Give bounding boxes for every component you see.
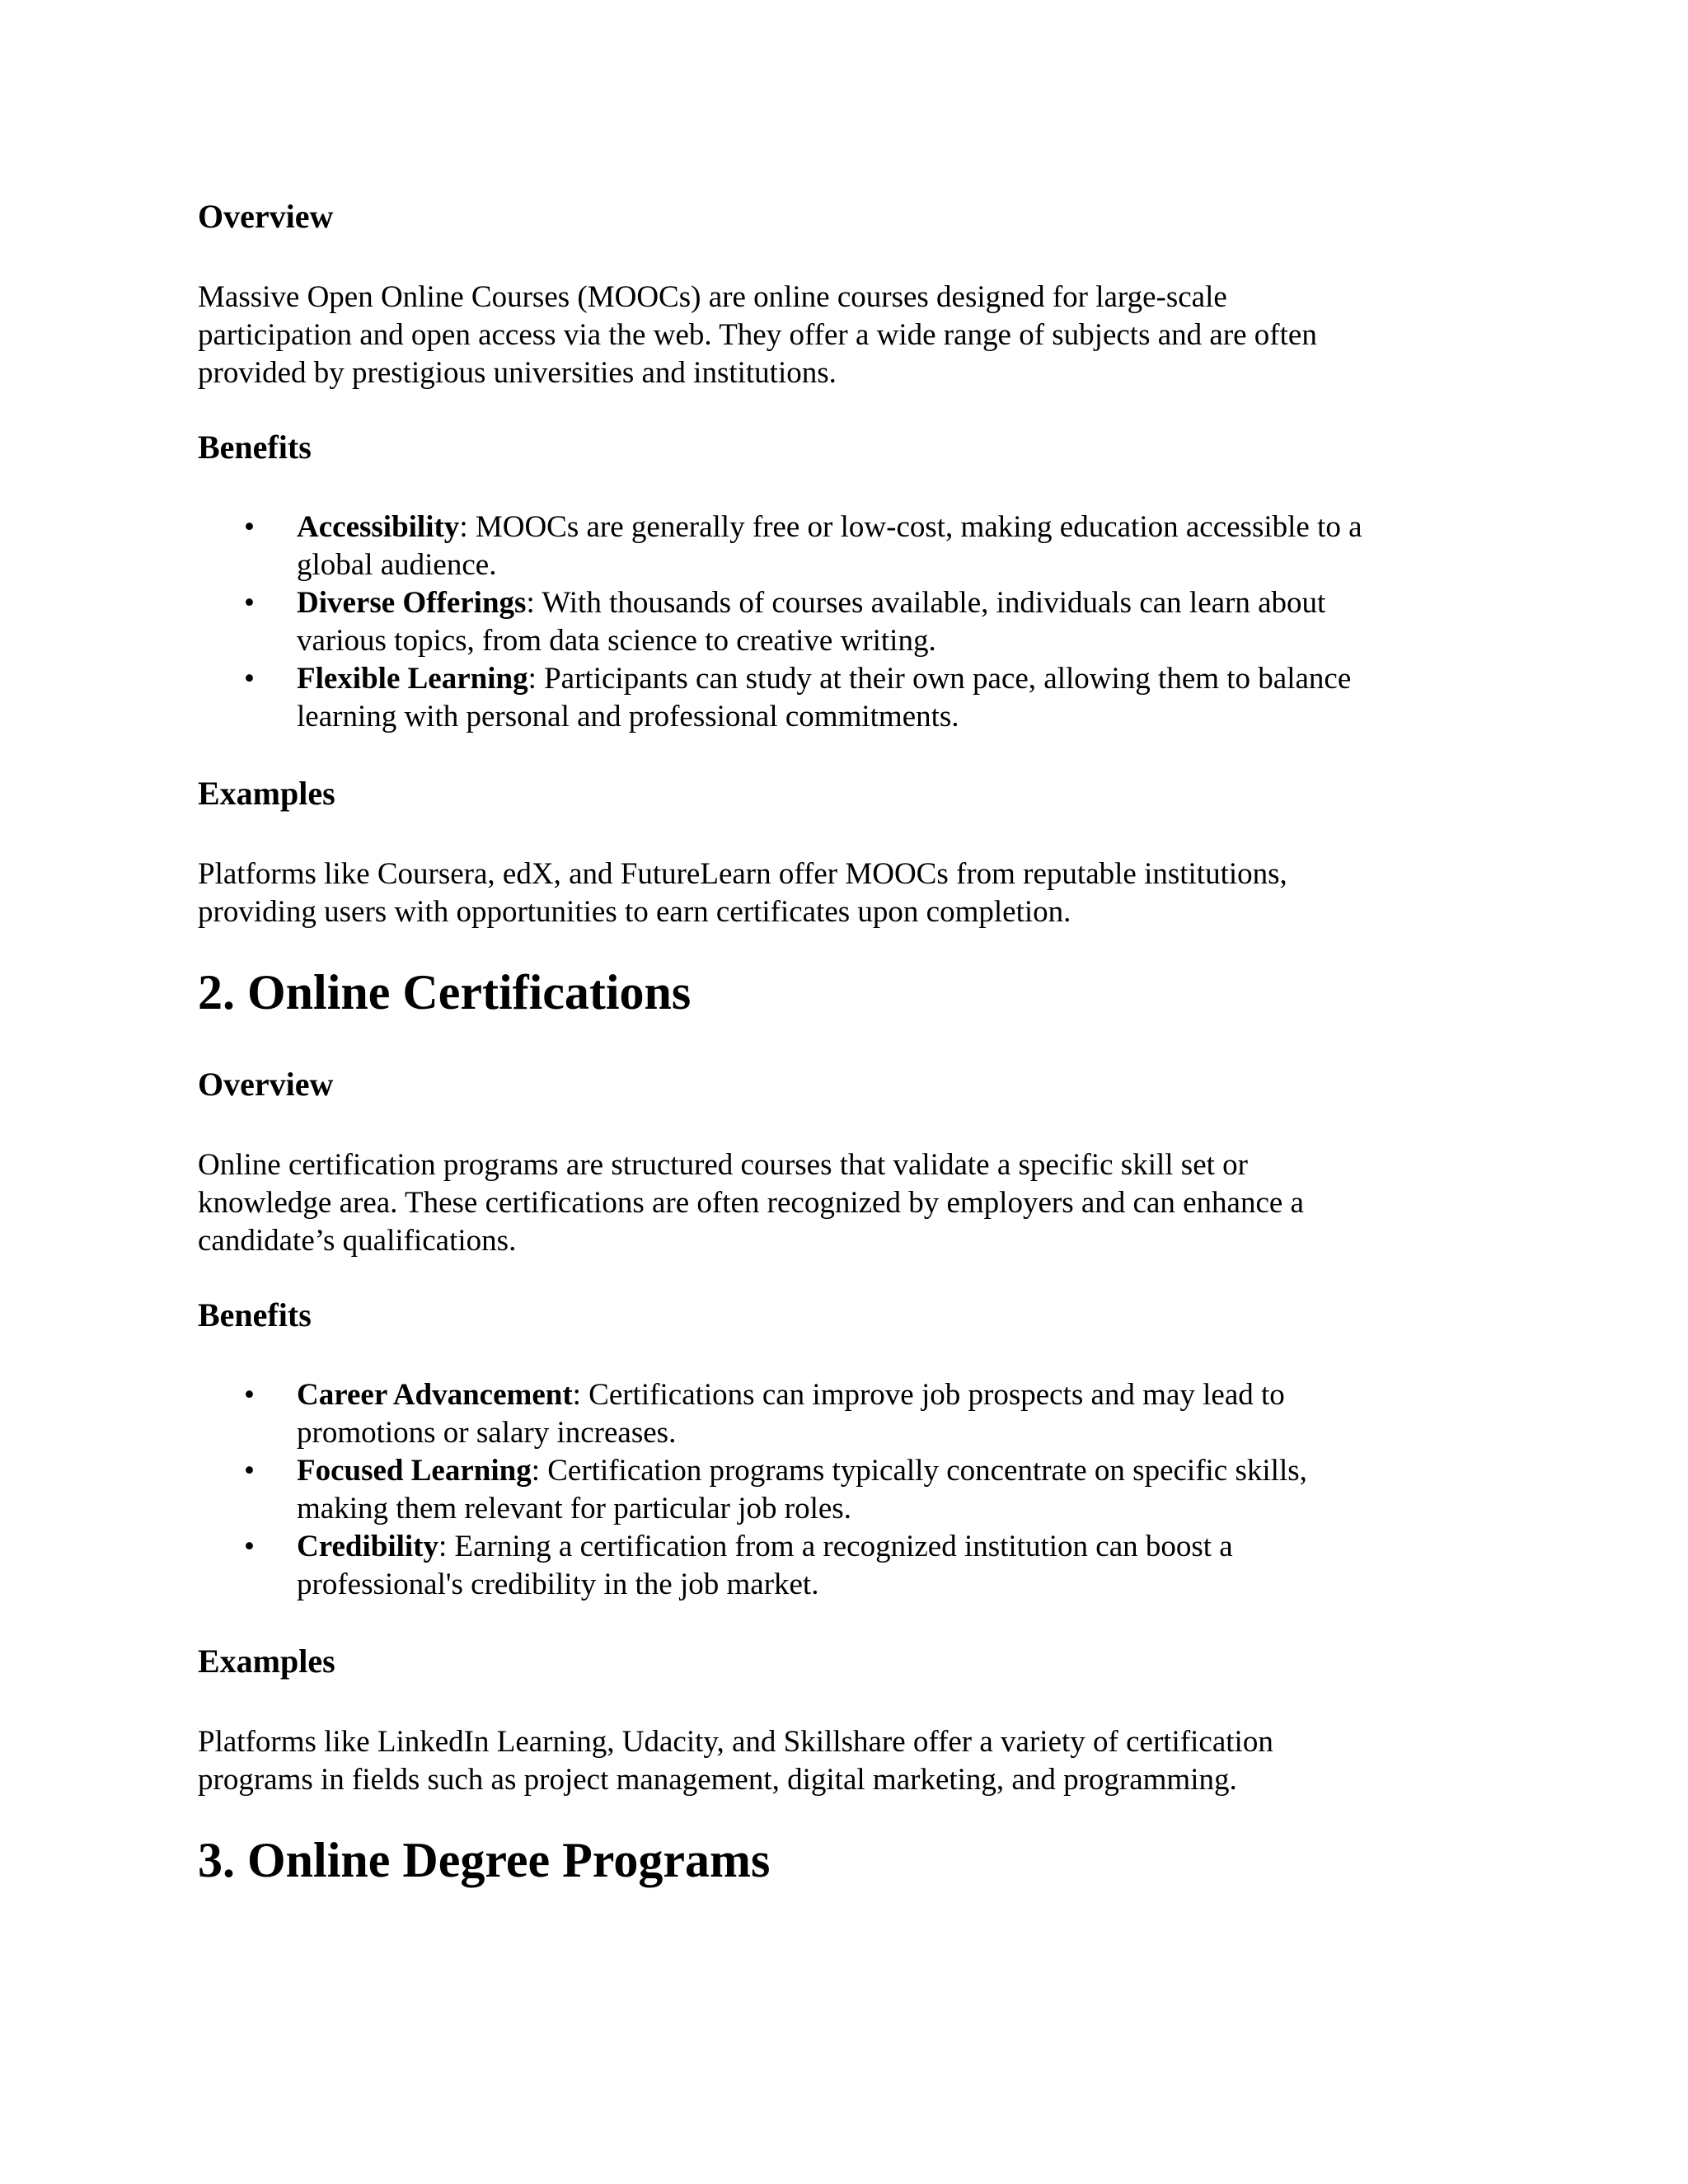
benefits-heading: Benefits [198,429,312,466]
benefit-text-continued: promotions or salary increases. [297,1416,677,1450]
bullet-icon: • [244,586,255,620]
benefits-list [198,509,1500,736]
paragraph-line: Massive Open Online Courses (MOOCs) are online courses designed for large-scale [198,280,1227,314]
overview-paragraph [198,279,1500,392]
overview-heading: Overview [198,198,334,235]
benefit-term: Career Advancement [297,1378,573,1412]
benefit-text-continued: learning with personal and professional commitments. [297,700,959,733]
list-item [198,660,1500,736]
benefit-text: : MOOCs are generally free or low-cost, making education accessible to a [459,510,1362,544]
section-title-online-certifications: 2. Online Certifications [198,965,692,1019]
bullet-icon: • [244,510,255,544]
benefits-list [198,1376,1500,1604]
paragraph-line: participation and open access via the web. They offer a wide range of subjects and are often [198,318,1317,352]
benefit-text: : Certification programs typically concentrate on specific skills, [531,1454,1307,1488]
paragraph-line: knowledge area. These certifications are often recognized by employers and can enhance a [198,1186,1304,1220]
benefit-text: : With thousands of courses available, individuals can learn about [526,586,1326,620]
benefit-text: : Participants can study at their own pace, allowing them to balance [528,662,1352,696]
paragraph-line: Platforms like Coursera, edX, and FutureLearn offer MOOCs from reputable institutions, [198,857,1287,891]
paragraph-line: provided by prestigious universities and institutions. [198,356,837,390]
examples-heading: Examples [198,1643,335,1680]
list-item [198,584,1500,660]
bullet-icon: • [244,1454,255,1488]
benefit-text-continued: global audience. [297,548,497,582]
benefit-text-continued: various topics, from data science to creative writing. [297,624,936,658]
benefit-term: Flexible Learning [297,662,528,696]
list-item [198,1376,1500,1452]
examples-paragraph [198,1723,1500,1799]
benefit-term: Accessibility [297,510,460,544]
examples-heading: Examples [198,775,335,812]
benefit-term: Credibility [297,1530,438,1563]
paragraph-line: candidate’s qualifications. [198,1224,517,1258]
list-item [198,1452,1500,1528]
benefit-term: Focused Learning [297,1454,532,1488]
bullet-icon: • [244,1378,255,1412]
list-item [198,509,1500,584]
paragraph-line: programs in fields such as project management, digital marketing, and programming. [198,1763,1237,1797]
examples-paragraph [198,855,1500,931]
paragraph-line: providing users with opportunities to earn certificates upon completion. [198,895,1071,929]
overview-heading: Overview [198,1066,334,1103]
benefit-term: Diverse Offerings [297,586,527,620]
overview-paragraph [198,1146,1500,1260]
benefit-text: : Certifications can improve job prospects and may lead to [572,1378,1285,1412]
section-title-online-degree-programs: 3. Online Degree Programs [198,1833,771,1887]
bullet-icon: • [244,662,255,696]
benefit-text-continued: making them relevant for particular job roles. [297,1492,851,1526]
list-item [198,1528,1500,1604]
benefit-text: : Earning a certification from a recognized institution can boost a [438,1530,1233,1563]
benefit-text-continued: professional's credibility in the job market. [297,1568,819,1601]
bullet-icon: • [244,1530,255,1563]
benefits-heading: Benefits [198,1296,312,1333]
paragraph-line: Platforms like LinkedIn Learning, Udacity, and Skillshare offer a variety of certification [198,1725,1273,1759]
paragraph-line: Online certification programs are structured courses that validate a specific skill set or [198,1148,1248,1182]
